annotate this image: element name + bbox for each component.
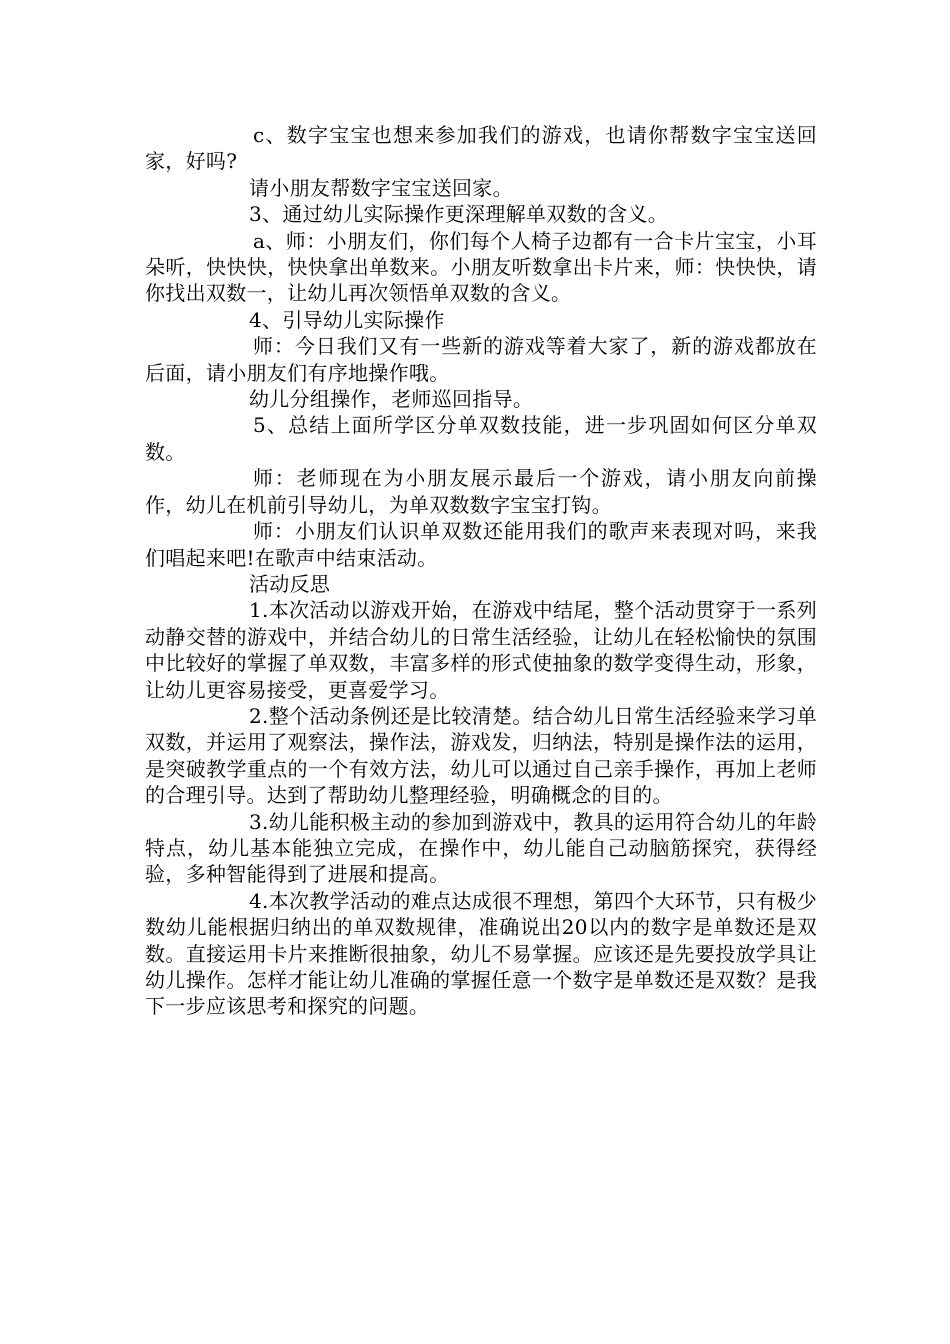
paragraph-step-4: 4、引导幼儿实际操作	[249, 307, 445, 332]
paragraph-step-a: a、师：小朋友们，你们每个人椅子边都有一合卡片宝宝，小耳朵听，快快快，快快拿出单数来。小朋友听数拿出卡片来，师：快快快，请你找出双数一，让幼儿再次领悟单双数的含义。	[145, 228, 817, 306]
paragraph-group-work: 幼儿分组操作，老师巡回指导。	[249, 387, 534, 412]
paragraph-step-5: 5、总结上面所学区分单双数技能，进一步巩固如何区分单双数。	[145, 413, 817, 464]
section-heading-reflection: 活动反思	[249, 571, 331, 596]
paragraph-teacher-new-games: 师：今日我们又有一些新的游戏等着大家了，新的游戏都放在后面，请小朋友们有序地操作哦。	[145, 334, 817, 385]
paragraph-reflection-4: 4.本次教学活动的难点达成很不理想，第四个大环节，只有极少数幼儿能根据归纳出的单双数规律，准确说出20以内的数字是单数还是双数。直接运用卡片来推断很抽象，幼儿不易掌握。应该还是先要投放学具让幼儿操作。怎样才能让幼儿准确的掌握任意一个数字是单数还是双数？是我下一步应该思考和探究的问题。	[145, 888, 817, 1019]
paragraph-reflection-1: 1.本次活动以游戏开始，在游戏中结尾，整个活动贯穿于一系列动静交替的游戏中，并结合幼儿的日常生活经验，让幼儿在轻松愉快的氛围中比较好的掌握了单双数，丰富多样的形式使抽象的数学变得生动，形象，让幼儿更容易接受，更喜爱学习。	[145, 598, 817, 702]
paragraph-reflection-3: 3.幼儿能积极主动的参加到游戏中，教具的运用符合幼儿的年龄特点，幼儿基本能独立完成，在操作中，幼儿能自己动脑筋探究，获得经验，多种智能得到了进展和提高。	[145, 809, 817, 887]
paragraph-step-c: c、数字宝宝也想来参加我们的游戏，也请你帮数字宝宝送回家，好吗?	[145, 123, 817, 174]
paragraph-step-3: 3、通过幼儿实际操作更深理解单双数的含义。	[249, 202, 669, 227]
paragraph-send-home: 请小朋友帮数字宝宝送回家。	[249, 175, 513, 200]
paragraph-teacher-last-game: 师：老师现在为小朋友展示最后一个游戏，请小朋友向前操作，幼儿在机前引导幼儿，为单双数数字宝宝打钩。	[145, 466, 817, 517]
paragraph-teacher-song: 师：小朋友们认识单双数还能用我们的歌声来表现对吗，来我们唱起来吧!在歌声中结束活动。	[145, 519, 817, 570]
paragraph-reflection-2: 2.整个活动条例还是比较清楚。结合幼儿日常生活经验来学习单双数，并运用了观察法，操作法，游戏发，归纳法，特别是操作法的运用，是突破教学重点的一个有效方法，幼儿可以通过自己亲手操作，再加上老师的合理引导。达到了帮助幼儿整理经验，明确概念的目的。	[145, 703, 817, 808]
document-body	[145, 122, 817, 1020]
